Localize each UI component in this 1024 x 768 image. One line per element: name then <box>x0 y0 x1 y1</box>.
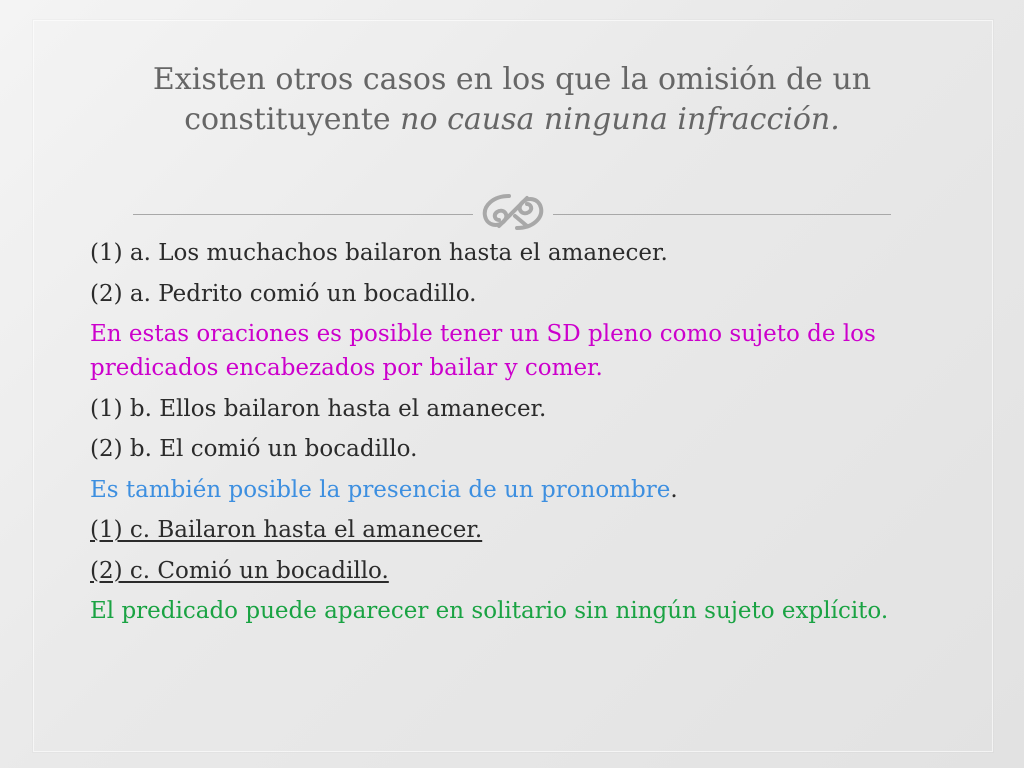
example-1b: (1) b. Ellos bailaron hasta el amanecer. <box>90 395 547 422</box>
title-line-1: Existen otros casos en los que la omisión de un <box>152 62 872 97</box>
example-2b: (2) b. El comió un bocadillo. <box>90 436 418 462</box>
note-pronombre-text: Es también posible la presencia de un pronombre <box>90 476 671 503</box>
divider-right <box>553 214 891 215</box>
flourish-ornament-icon <box>475 190 551 234</box>
example-2c: (2) c. Comió un bocadillo. <box>90 557 389 584</box>
note-pronombre-punct: . <box>670 476 678 503</box>
title-line-2-italic: no causa ninguna infracción. <box>400 102 840 137</box>
slide-title <box>80 60 944 140</box>
example-2a: (2) a. Pedrito comió un bocadillo. <box>90 280 477 307</box>
example-1c-line <box>90 513 950 547</box>
note-sin-sujeto: El predicado puede aparecer en solitario sin ningún sujeto explícito. <box>90 598 889 624</box>
example-1a: (1) a. Los muchachos bailaron hasta el amanecer. <box>90 240 668 266</box>
note-sd-pleno: En estas oraciones es posible tener un SD pleno como sujeto de los predicados encabezados por bailar y comer. <box>90 321 876 381</box>
example-1c: (1) c. Bailaron hasta el amanecer. <box>90 517 483 543</box>
example-2c-line <box>90 554 950 588</box>
title-line-2-normal: constituyente <box>184 102 401 137</box>
note-pronombre <box>90 473 950 507</box>
slide-body <box>90 236 950 635</box>
divider-left <box>133 214 473 215</box>
title-line-2 <box>80 100 944 140</box>
